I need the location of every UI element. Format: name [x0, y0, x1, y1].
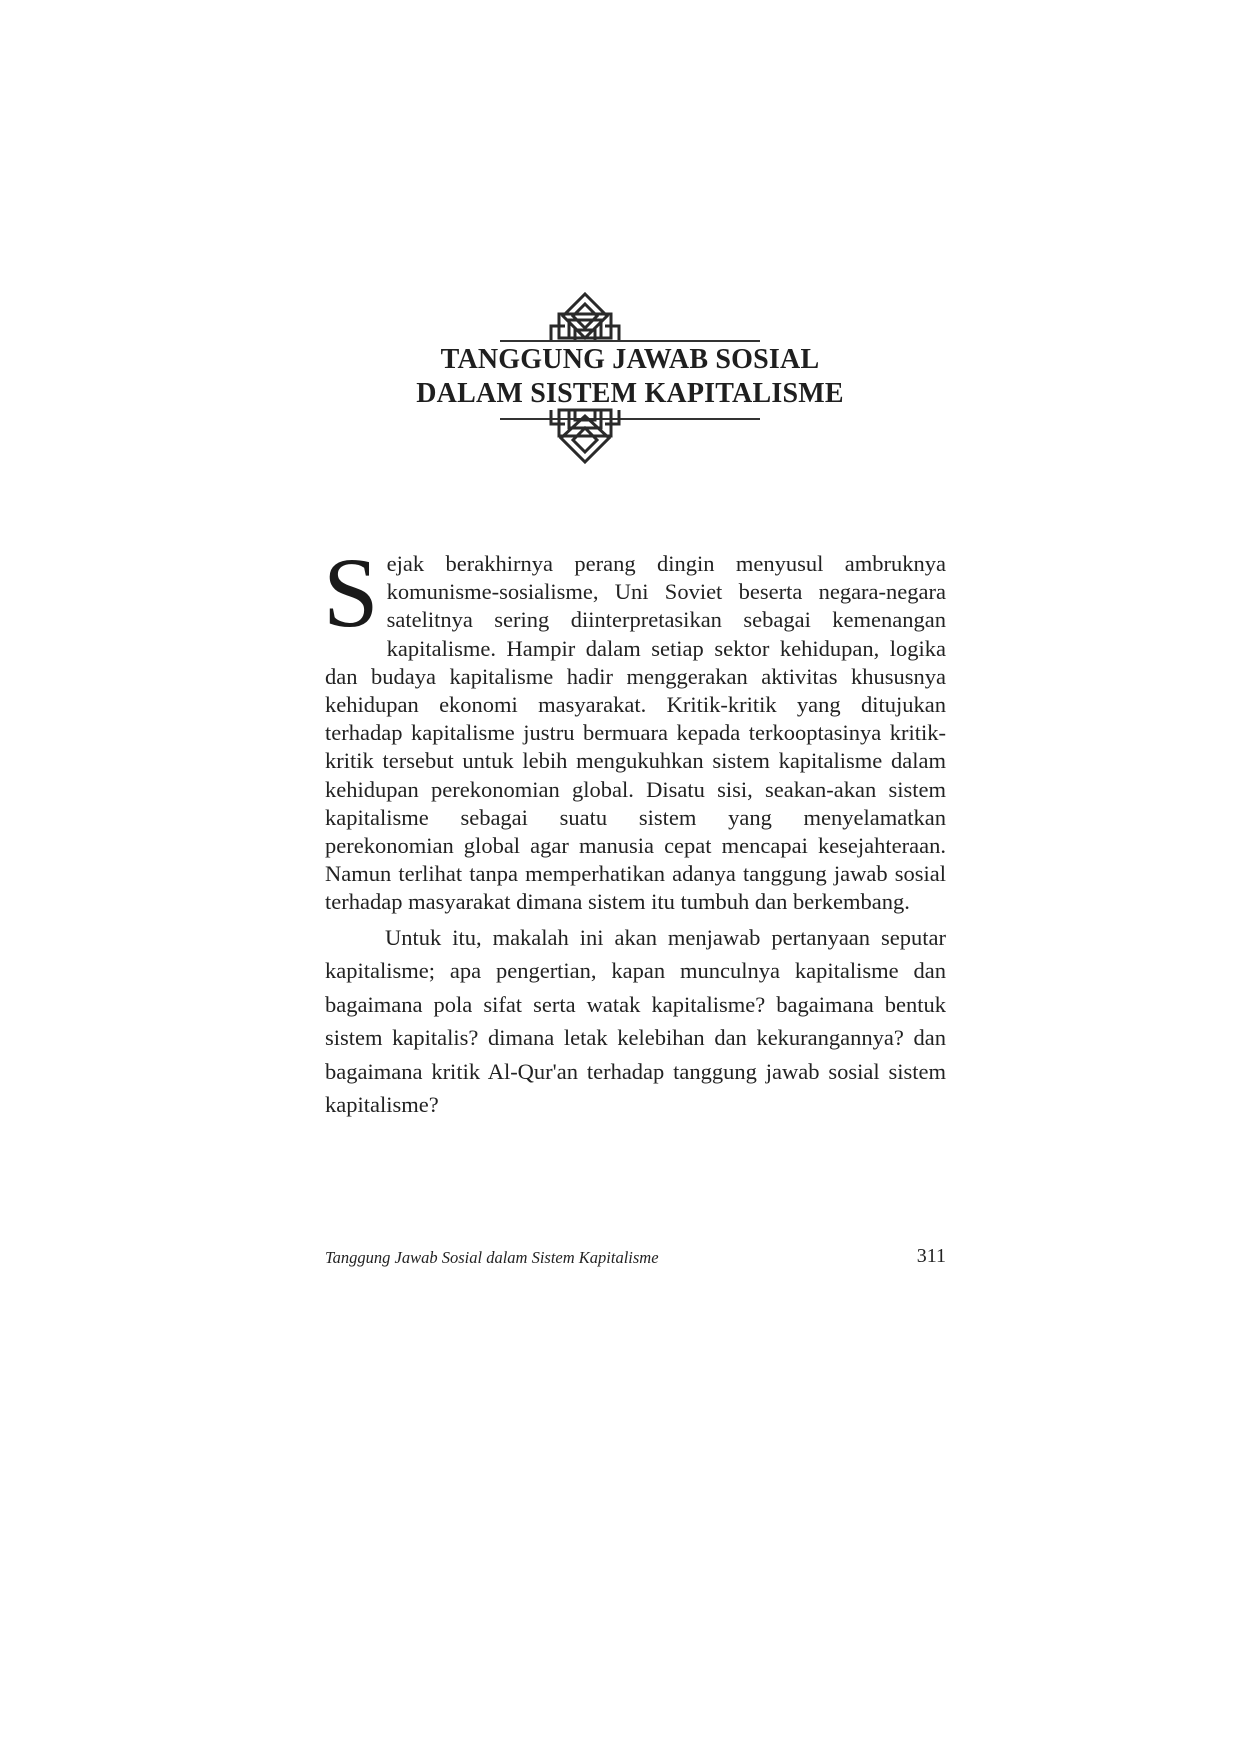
- running-title: Tanggung Jawab Sosial dalam Sistem Kapitalisme: [325, 1248, 659, 1267]
- body-text: [323, 537, 946, 1122]
- paragraph-1: [323, 537, 946, 917]
- paragraph-2: Untuk itu, makalah ini akan menjawab pertanyaan seputar kapitalisme; apa pengertian, kapan munculnya kapitalisme dan bagaimana pola sifat serta watak kapitalisme? bagaimana bentuk sistem kapitalis? dimana letak kelebihan dan kekurangannya? dan bagaimana kritik Al-Qur'an terhadap tanggung jawab sosial sistem kapitalisme?: [325, 924, 946, 1118]
- chapter-title-line-1: TANGGUNG JAWAB SOSIAL: [440, 344, 820, 375]
- top-divider-rule: [500, 340, 760, 342]
- chapter-title-line-2: DALAM SISTEM KAPITALISME: [416, 378, 844, 409]
- page-number: 311: [916, 1245, 946, 1267]
- top-arabesque-ornament: [495, 292, 675, 342]
- drop-cap: S: [323, 537, 379, 648]
- page-footer: [325, 1245, 946, 1272]
- chapter-title: [380, 343, 880, 411]
- paragraph-1-text: ejak berakhirnya perang dingin menyusul ambruknya komunisme-sosialisme, Uni Soviet beserta negara-negara satelitnya sering diinterpretasikan sebagai kemenangan kapitalisme. Hampir dalam setiap sektor kehidupan, logika dan budaya kapitalisme hadir menggerakan aktivitas khususnya kehidupan ekonomi masyarakat. Kritik-kritik yang ditujukan terhadap kapitalisme justru bermuara kepada terkooptasinya kritik-kritik tersebut untuk lebih mengukuhkan sistem kapitalisme dalam kehidupan perekonomian global. Disatu sisi, seakan-akan sistem kapitalisme sebagai suatu sistem yang menyelamatkan perekonomian global agar manusia cepat mencapai kesejahteraan. Namun terlihat tanpa memperhatikan adanya tanggung jawab sosial terhadap masyarakat dimana sistem itu tumbuh dan berkembang.: [325, 551, 946, 915]
- bottom-arabesque-ornament: [495, 408, 675, 466]
